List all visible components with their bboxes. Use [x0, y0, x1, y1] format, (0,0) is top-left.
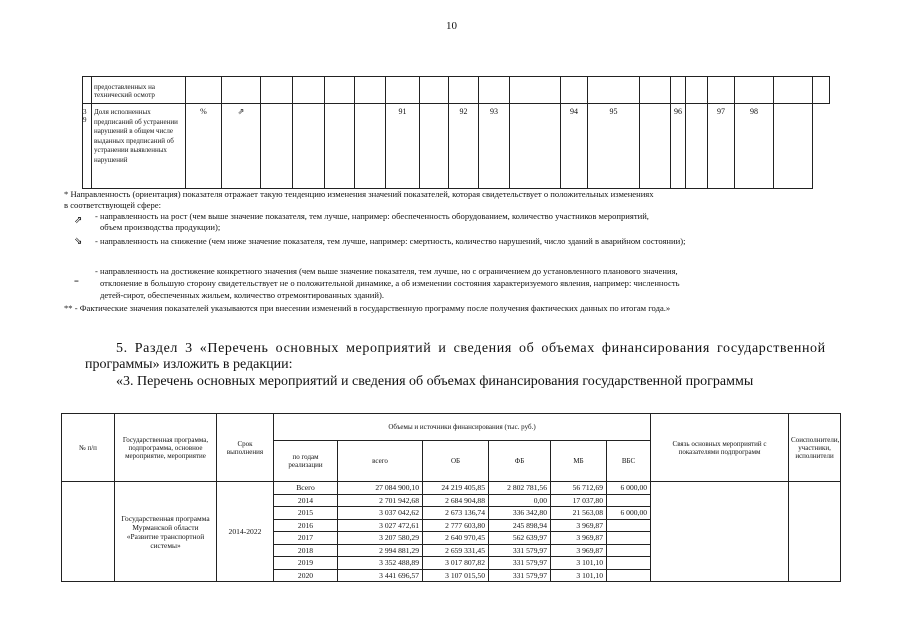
amount-ob: 3 107 015,50: [423, 569, 489, 582]
amount-total: 2 994 881,29: [338, 544, 423, 557]
value: 95: [588, 104, 640, 189]
year: 2016: [274, 519, 338, 532]
finance-table: [61, 413, 841, 582]
value: 93: [479, 104, 510, 189]
arrow-up-icon: ⇗: [74, 215, 83, 226]
amount-fb: 336 342,80: [489, 507, 551, 520]
amount-total: 2 701 942,68: [338, 494, 423, 507]
header-fb: ФБ: [489, 441, 551, 482]
amount-vbs: 6 000,00: [607, 482, 651, 495]
amount-total: 3 207 580,29: [338, 532, 423, 545]
amount-ob: 2 684 904,88: [423, 494, 489, 507]
note-direction-cont: в соответствующей сфере:: [64, 200, 161, 210]
header-mb: МБ: [551, 441, 607, 482]
header-program: Государственная программа, подпрограмма, основное мероприятие, мероприятие: [115, 414, 217, 482]
header-num: № п/п: [62, 414, 115, 482]
amount-fb: 2 802 781,56: [489, 482, 551, 495]
year: 2014: [274, 494, 338, 507]
amount-total: 3 037 042,62: [338, 507, 423, 520]
amount-mb: 21 563,08: [551, 507, 607, 520]
table-row: [83, 104, 830, 189]
equals-icon: =: [74, 276, 79, 286]
amount-vbs: [607, 569, 651, 582]
amount-vbs: [607, 544, 651, 557]
amount-ob: 2 777 603,80: [423, 519, 489, 532]
indicator-name: Доля исполненных предписаний об устранении нарушений в общем числе выданных предписаний об устранении выявленных нарушений: [92, 104, 186, 189]
term: 2014-2022: [217, 482, 274, 582]
value: 98: [735, 104, 774, 189]
header-term: Срок выполнения: [217, 414, 274, 482]
header-ob: ОБ: [423, 441, 489, 482]
amount-vbs: 6 000,00: [607, 507, 651, 520]
amount-ob: 2 659 331,45: [423, 544, 489, 557]
page-number: 10: [446, 20, 457, 32]
year: 2017: [274, 532, 338, 545]
header-link: Связь основных мероприятий с показателями подпрограмм: [651, 414, 789, 482]
value: 97: [708, 104, 735, 189]
amount-ob: 24 219 405,85: [423, 482, 489, 495]
note-direction: * Направленность (ориентация) показателя отражает такую тенденцию изменения значений показателей, которая свидетельствует о положительных изменениях: [64, 189, 654, 199]
amount-mb: 3 101,10: [551, 557, 607, 570]
header-vbs: ВБС: [607, 441, 651, 482]
section-title: «3. Перечень основных мероприятий и сведения об объемах финансирования государственной программы: [116, 374, 754, 389]
table-row: [83, 77, 830, 104]
amount-vbs: [607, 557, 651, 570]
indicator-name: предоставленных на технический осмотр: [92, 77, 186, 104]
amount-mb: 3 969,87: [551, 544, 607, 557]
amount-total: 3 027 472,61: [338, 519, 423, 532]
amount-total: 3 441 696,57: [338, 569, 423, 582]
year: 2019: [274, 557, 338, 570]
amount-mb: 17 037,80: [551, 494, 607, 507]
note-down: - направленность на снижение (чем ниже значение показателя, тем лучше, например: смертность, количество нарушений, число зданий в аварийном состоянии);: [95, 236, 686, 246]
arrow-down-icon: ⇘: [74, 236, 83, 247]
note-eq-cont: отклонение в большую сторону свидетельствует не о положительной динамике, а об изменении состояния характеризуемого явления, например: численность: [100, 278, 680, 288]
amount-mb: 56 712,69: [551, 482, 607, 495]
header-by-year: по годам реализации: [274, 441, 338, 482]
amount-total: 27 084 900,10: [338, 482, 423, 495]
row-num: [62, 482, 115, 582]
year: 2015: [274, 507, 338, 520]
unit: %: [186, 104, 222, 189]
link-cell: [651, 482, 789, 582]
amount-fb: 331 579,97: [489, 544, 551, 557]
note-eq-cont: детей-сирот, обеспеченных жильем, количество отремонтированных зданий).: [100, 290, 384, 300]
amount-vbs: [607, 494, 651, 507]
year: 2018: [274, 544, 338, 557]
section-heading-cont: программы» изложить в редакции:: [85, 357, 293, 372]
value: 92: [449, 104, 479, 189]
amount-fb: 245 898,94: [489, 519, 551, 532]
amount-mb: 3 101,10: [551, 569, 607, 582]
year: Всего: [274, 482, 338, 495]
amount-vbs: [607, 519, 651, 532]
amount-fb: 562 639,97: [489, 532, 551, 545]
value: 94: [561, 104, 588, 189]
year: 2020: [274, 569, 338, 582]
amount-fb: 0,00: [489, 494, 551, 507]
amount-fb: 331 579,97: [489, 557, 551, 570]
row-number: 3 9: [83, 104, 92, 189]
arrow-up-icon: ⇗: [222, 104, 261, 189]
note-actual: ** - Фактические значения показателей указываются при внесении изменений в государственную программу после получения фактических данных по итогам года.»: [64, 303, 671, 313]
amount-mb: 3 969,87: [551, 532, 607, 545]
table-row: [62, 482, 841, 495]
amount-mb: 3 969,87: [551, 519, 607, 532]
note-eq: - направленность на достижение конкретного значения (чем выше значение показателя, тем лучше, но с ограничением до установленного планового значения,: [95, 266, 678, 276]
amount-fb: 331 579,97: [489, 569, 551, 582]
amount-ob: 3 017 807,82: [423, 557, 489, 570]
amount-total: 3 352 488,89: [338, 557, 423, 570]
note-up-cont: объем производства продукции);: [100, 222, 221, 232]
section-heading: 5. Раздел 3 «Перечень основных мероприятий и сведения об объемах финансирования государственной: [116, 341, 826, 356]
value: 91: [386, 104, 420, 189]
amount-ob: 2 673 136,74: [423, 507, 489, 520]
header-executors: Соисполнители, участники, исполнители: [789, 414, 841, 482]
amount-ob: 2 640 970,45: [423, 532, 489, 545]
note-up: - направленность на рост (чем выше значение показателя, тем лучше, например: обеспеченность оборудованием, количество участников мероприятий,: [95, 211, 649, 221]
executors-cell: [789, 482, 841, 582]
indicator-table: [82, 76, 830, 189]
value: 96: [671, 104, 686, 189]
header-volumes: Объемы и источники финансирования (тыс. руб.): [274, 414, 651, 441]
header-total: всего: [338, 441, 423, 482]
program-name: Государственная программа Мурманской области «Развитие транспортной системы»: [115, 482, 217, 582]
amount-vbs: [607, 532, 651, 545]
